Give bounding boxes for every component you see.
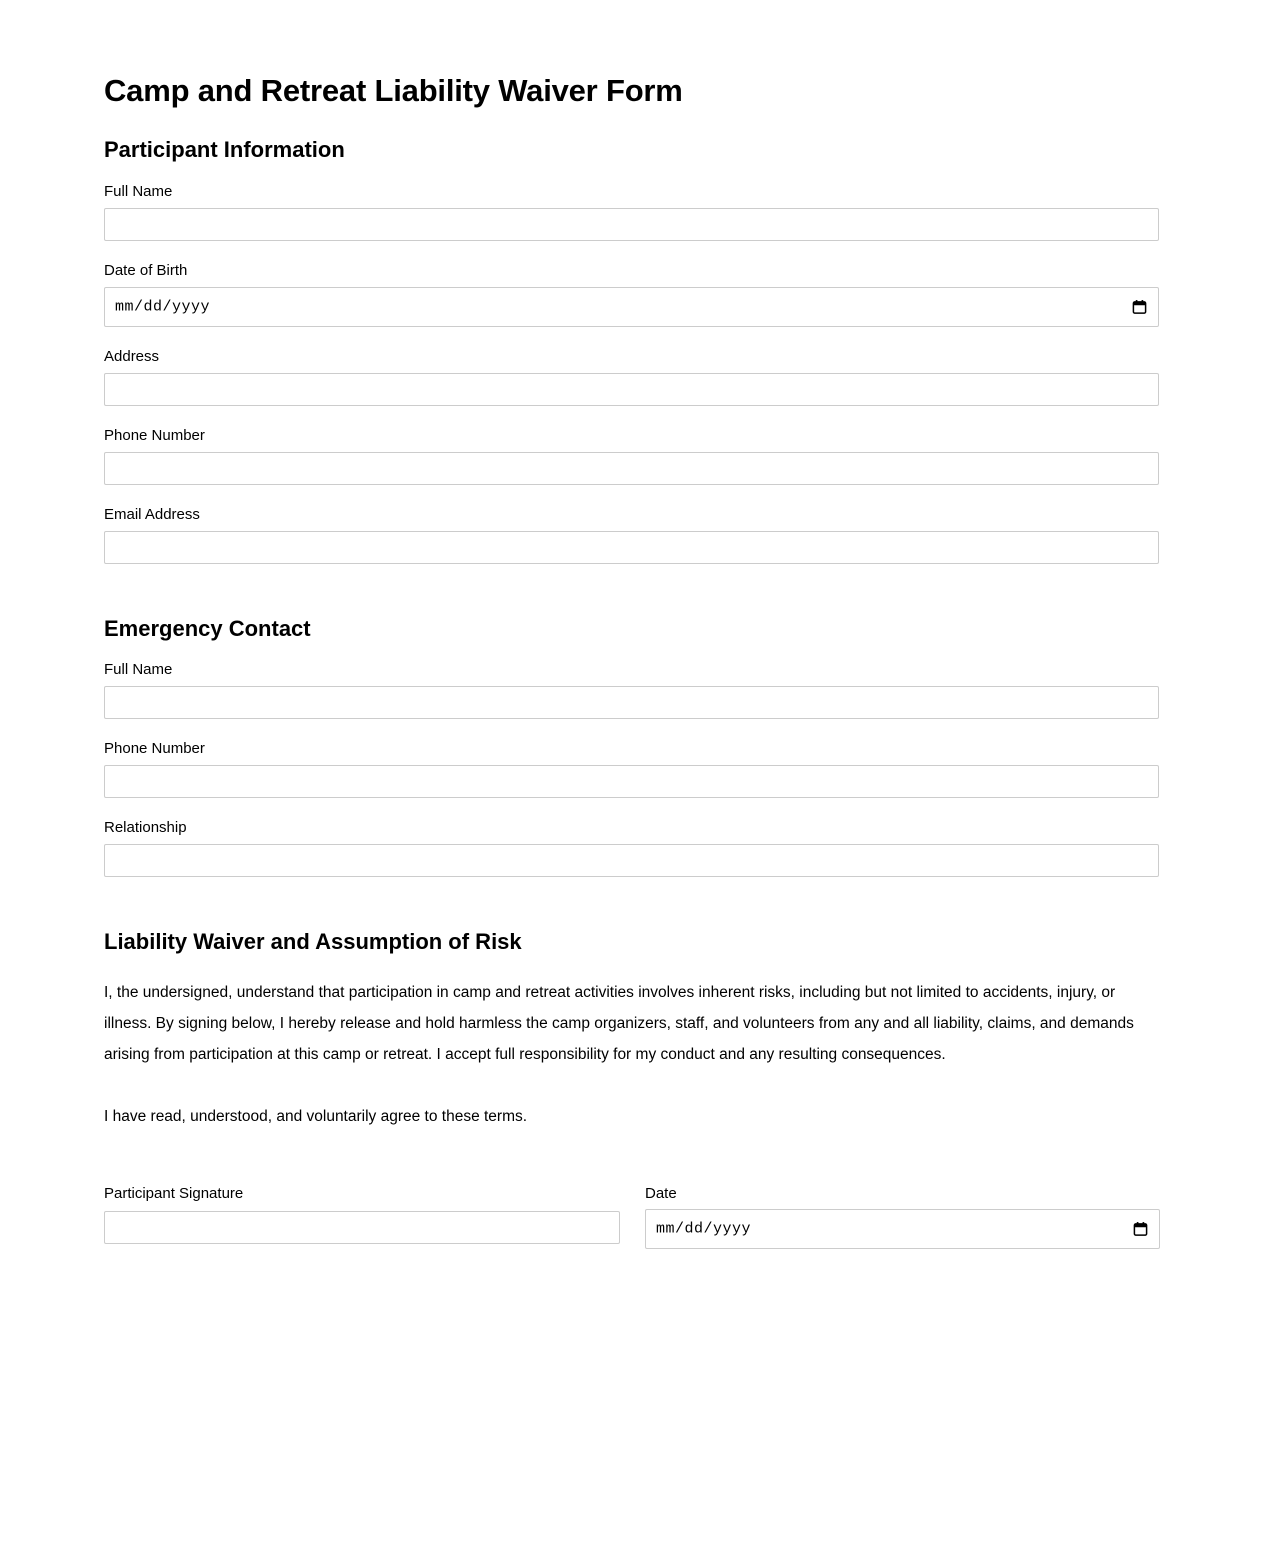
label-participant-date-of-birth: Date of Birth [104, 261, 188, 279]
signature-row [104, 1184, 1159, 1249]
calendar-icon[interactable] [1133, 1222, 1148, 1237]
field-emergency-phone-number [104, 739, 1159, 798]
input-participant-full-name[interactable] [104, 208, 1159, 241]
input-participant-phone-number[interactable] [104, 452, 1159, 485]
input-emergency-full-name[interactable] [104, 686, 1159, 719]
label-participant-address: Address [104, 347, 160, 365]
label-signature-date: Date [645, 1185, 677, 1203]
field-participant-full-name [104, 182, 1159, 241]
section-heading-participant-information: Participant Information [104, 137, 345, 163]
input-signature-date[interactable] [645, 1209, 1160, 1249]
section-heading-liability-waiver: Liability Waiver and Assumption of Risk [104, 928, 522, 954]
date-placeholder-signature-date: mm/dd/yyyy [656, 1220, 752, 1238]
section-emergency-contact [104, 616, 1159, 877]
label-participant-email-address: Email Address [104, 505, 200, 523]
input-emergency-relationship[interactable] [104, 844, 1159, 877]
label-participant-full-name: Full Name [104, 182, 173, 200]
field-emergency-relationship [104, 818, 1159, 877]
waiver-paragraph-primary: I, the undersigned, understand that participation in camp and retreat activities involves inherent risks, including but not limited to accidents, injury, or illness. By signing below, I hereby release and hold harmless the camp organizers, staff, and volunteers from any and all liability, claims, and demands arising from participation at this camp or retreat. I accept full responsibility for my conduct and any resulting consequences. [104, 984, 1134, 1064]
field-signature-date [645, 1184, 1160, 1249]
page-title: Camp and Retreat Liability Waiver Form [104, 73, 683, 108]
input-participant-email-address[interactable] [104, 531, 1159, 564]
section-participant-information [104, 137, 1159, 563]
date-placeholder-participant-date-of-birth: mm/dd/yyyy [115, 298, 211, 316]
field-participant-signature [104, 1184, 620, 1249]
label-emergency-relationship: Relationship [104, 818, 187, 836]
label-emergency-full-name: Full Name [104, 660, 173, 678]
label-participant-signature: Participant Signature [104, 1185, 244, 1203]
field-participant-address [104, 347, 1159, 406]
field-participant-email-address [104, 505, 1159, 564]
field-participant-phone-number [104, 426, 1159, 485]
label-participant-phone-number: Phone Number [104, 426, 205, 444]
label-emergency-phone-number: Phone Number [104, 739, 205, 757]
calendar-icon[interactable] [1132, 299, 1147, 314]
input-emergency-phone-number[interactable] [104, 765, 1159, 798]
input-participant-signature[interactable] [104, 1211, 620, 1244]
field-participant-date-of-birth [104, 261, 1159, 327]
input-participant-date-of-birth[interactable] [104, 287, 1159, 327]
section-liability-waiver [104, 929, 1159, 1249]
field-emergency-full-name [104, 660, 1159, 719]
section-heading-emergency-contact: Emergency Contact [104, 615, 311, 641]
input-participant-address[interactable] [104, 373, 1159, 406]
waiver-paragraph-agreement: I have read, understood, and voluntarily agree to these terms. [104, 1108, 528, 1126]
